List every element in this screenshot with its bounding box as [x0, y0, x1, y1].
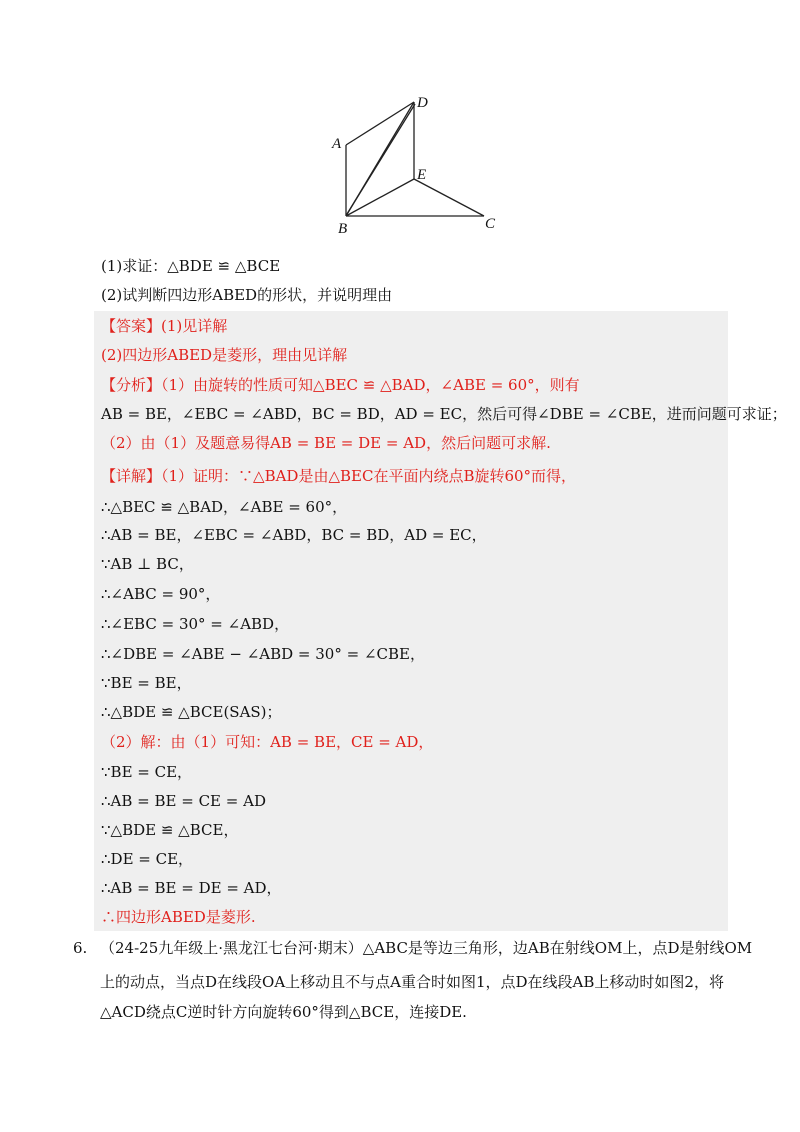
label-e: E [417, 167, 427, 183]
analysis-line-3: （2）由（1）及题意易得AB = BE = DE = AD，然后问题可求解. [101, 434, 551, 452]
label-a: A [332, 136, 342, 152]
detail-line-15: ∴AB = BE = DE = AD， [101, 879, 282, 897]
problem-6-line-1: （24-25九年级上·黑龙江七台河·期末）△ABC是等边三角形，边AB在射线OM上，点D是射线OM [100, 939, 753, 957]
detail-line-14: ∴DE = CE， [101, 850, 194, 868]
analysis-line-1: 【分析】（1）由旋转的性质可知△BEC ≌ △BAD，∠ABE = 60°，则有 [101, 376, 580, 394]
segment-be [346, 179, 414, 216]
detail-line-4: ∵AB ⊥ BC， [101, 555, 194, 573]
detail-line-6: ∴∠EBC = 30° = ∠ABD， [101, 615, 290, 633]
problem-6-line-2: 上的动点，当点D在线段OA上移动且不与点A重合时如图1，点D在线段AB上移动时如图2，将 [100, 973, 724, 991]
detail-line-12: ∴AB = BE = CE = AD [101, 792, 266, 810]
label-c: C [485, 216, 496, 232]
label-d: D [417, 95, 428, 111]
detail-line-1: 【详解】（1）证明：∵△BAD是由△BEC在平面内绕点B旋转60°而得， [101, 467, 577, 485]
detail-line-5: ∴∠ABC = 90°， [101, 585, 221, 603]
detail-line-11: ∵BE = CE， [101, 763, 193, 781]
answer-part2-line: (2)四边形ABED是菱形，理由见详解 [101, 346, 348, 364]
detail-line-3: ∴AB = BE，∠EBC = ∠ABD，BC = BD，AD = EC， [101, 526, 487, 544]
label-b: B [338, 221, 348, 237]
detail-line-16: ∴四边形ABED是菱形. [101, 908, 256, 926]
detail-line-13: ∵△BDE ≌ △BCE， [101, 821, 239, 839]
detail-line-10: （2）解：由（1）可知：AB = BE，CE = AD， [101, 733, 434, 751]
quadrilateral-diagram [318, 92, 518, 240]
answer-label-line: 【答案】(1)见详解 [101, 317, 228, 335]
detail-line-9: ∴△BDE ≌ △BCE(SAS)； [101, 703, 282, 721]
question-2: (2)试判断四边形ABED的形状，并说明理由 [101, 286, 393, 304]
detail-line-8: ∵BE = BE， [101, 674, 192, 692]
problem-number: 6. [73, 939, 88, 957]
problem-6-line-3: △ACD绕点C逆时针方向旋转60°得到△BCE，连接DE. [100, 1003, 467, 1021]
segment-ad [346, 102, 414, 145]
geometry-figure [318, 92, 518, 240]
analysis-line-2: AB = BE，∠EBC = ∠ABD，BC = BD，AD = EC，然后可得∠DBE = ∠CBE，进而问题可求证； [101, 405, 787, 423]
question-1: (1)求证：△BDE ≌ △BCE [101, 257, 281, 275]
segment-ec [414, 179, 484, 216]
detail-line-7: ∴∠DBE = ∠ABE − ∠ABD = 30° = ∠CBE， [101, 645, 425, 663]
detail-line-2: ∴△BEC ≌ △BAD，∠ABE = 60°， [101, 498, 348, 516]
